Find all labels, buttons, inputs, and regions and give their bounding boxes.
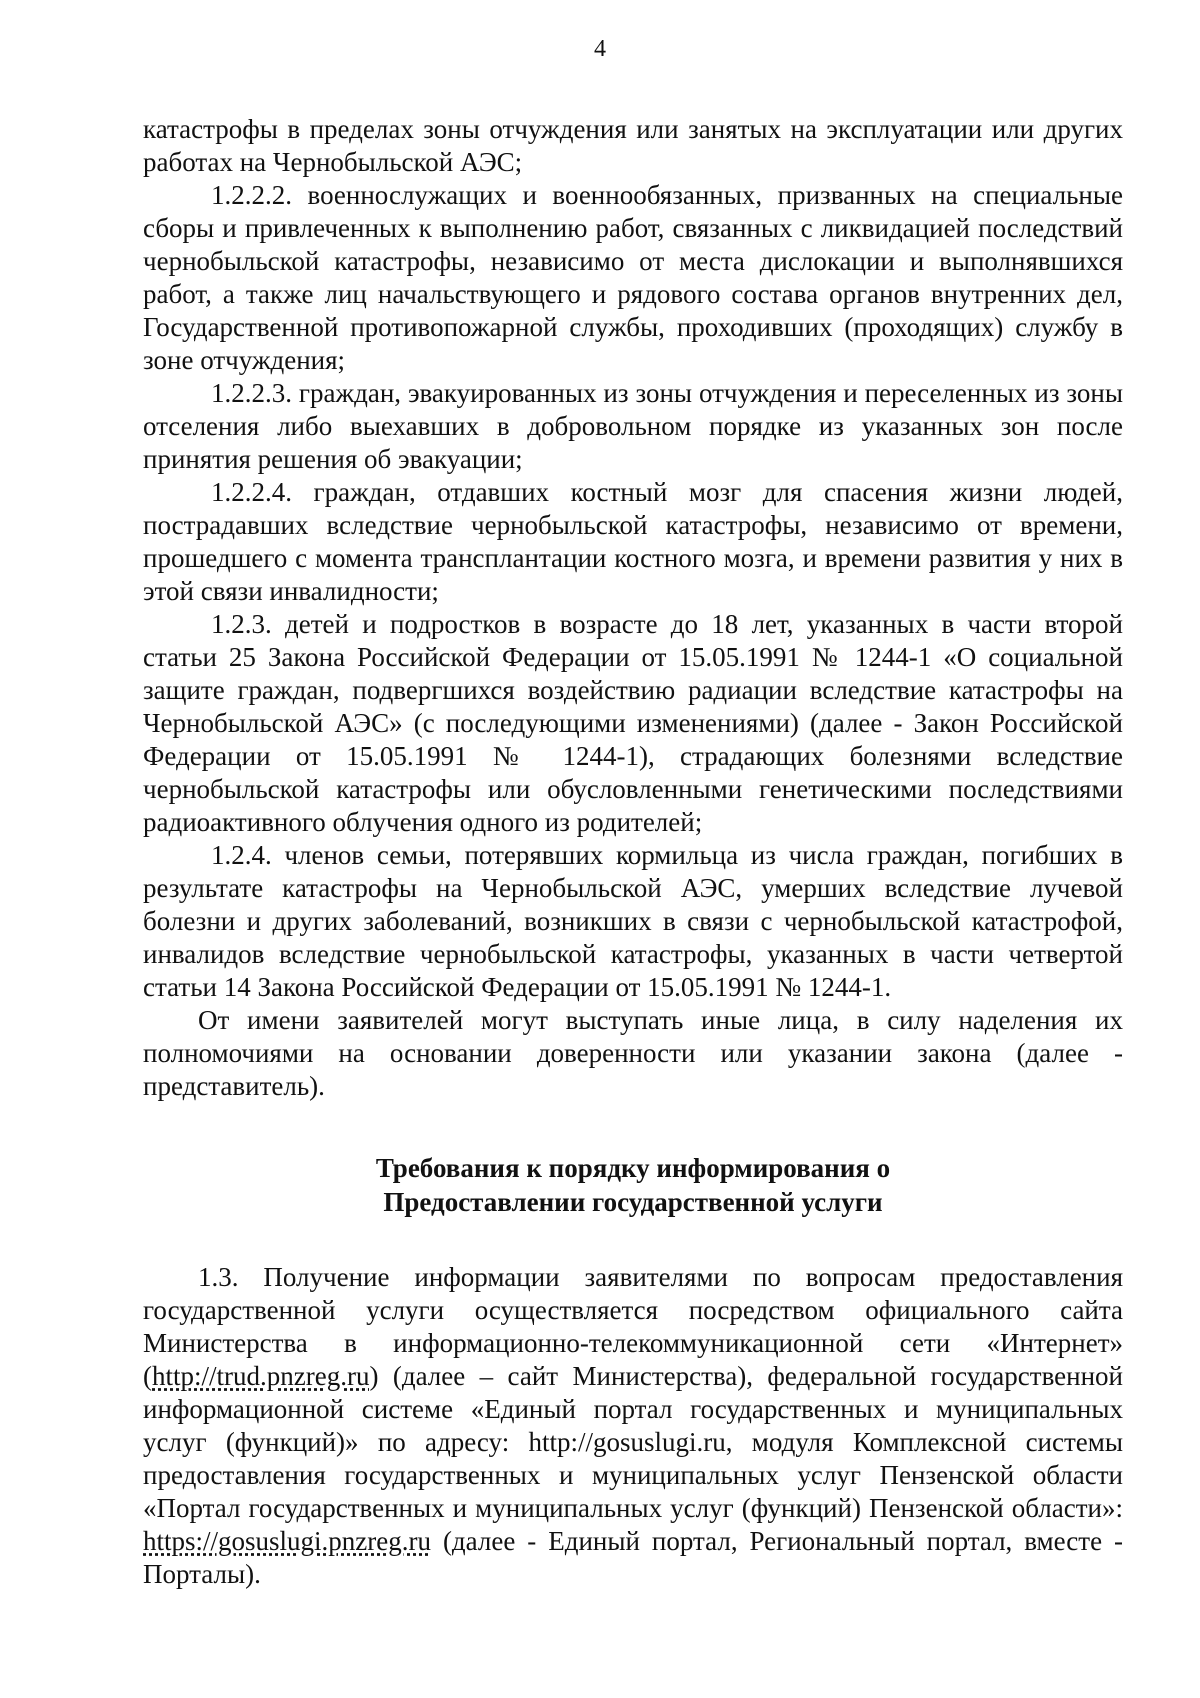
paragraph-representative: От имени заявителей могут выступать иные лица, в силу наделения их полномочиями на основании доверенности или указании закона (далее - представитель).: [143, 1005, 1123, 1101]
paragraph-1-2-2-2: 1.2.2.2. военнослужащих и военнообязанных, призванных на специальные сборы и привлеченных к выполнению работ, связанных с ликвидацией последствий чернобыльской катастрофы, независимо от места дислокации и выполнявшихся работ, а также лиц начальствующего и рядового состава органов внутренних дел, Государственной противопожарной службы, проходивших (проходящих) службу в зоне отчуждения;: [143, 180, 1123, 375]
paragraph-1-3-part-3: (далее - Единый портал, Региональный портал, вместе - Порталы).: [143, 1526, 1123, 1589]
paragraph-1-2-4: 1.2.4. членов семьи, потерявших кормильца из числа граждан, погибших в результате катастрофы на Чернобыльской АЭС, умерших вследствие лучевой болезни и других заболеваний, возникших в связи с чернобыльской катастрофой, инвалидов вследствие чернобыльской катастрофы, указанных в части четвертой статьи 14 Закона Российской Федерации от 15.05.1991 № 1244-1.: [143, 840, 1123, 1002]
document-body: [143, 113, 1123, 1591]
paragraph-1-2-2-4: 1.2.2.4. граждан, отдавших костный мозг для спасения жизни людей, пострадавших вследствие чернобыльской катастрофы, независимо от времени, прошедшего с момента трансплантации костного мозга, и времени развития у них в этой связи инвалидности;: [143, 477, 1123, 606]
paragraph-1-3-part-1: 1.3. Получение информации заявителями по вопросам предоставления государственной услуги осуществляется посредством официального сайта Министерства в информационно-телекоммуникационной сети «Интернет» (: [143, 1262, 1123, 1391]
page-number: 4: [594, 36, 606, 62]
regional-portal-link[interactable]: https://gosuslugi.pnzreg.ru: [143, 1526, 431, 1556]
section-heading-line-1: Требования к порядку информирования о: [375, 1153, 891, 1183]
paragraph-1-2-2-3: 1.2.2.3. граждан, эвакуированных из зоны отчуждения и переселенных из зоны отселения либо выехавших в добровольном порядке из указанных зон после принятия решения об эвакуации;: [143, 378, 1123, 474]
paragraph-1-2-3: 1.2.3. детей и подростков в возрасте до 18 лет, указанных в части второй статьи 25 Закона Российской Федерации от 15.05.1991 № 1244-1 «О социальной защите граждан, подвергшихся воздействию радиации вследствие катастрофы на Чернобыльской АЭС» (с последующими изменениями) (далее - Закон Российской Федерации от 15.05.1991 № 1244-1), страдающих болезнями вследствие чернобыльской катастрофы или обусловленными генетическими последствиями радиоактивного облучения одного из родителей;: [143, 609, 1123, 837]
section-heading: [143, 1151, 1123, 1219]
paragraph-1-3-part-2: ) (далее – сайт Министерства), федеральной государственной информационной системе «Единый портал государственных и муниципальных услуг (функций)» по адресу: http://gosuslugi.ru, модуля Комплексной системы предоставления государственных и муниципальных услуг Пензенской области «Портал государственных и муниципальных услуг (функций) Пензенской области»:: [143, 1361, 1123, 1523]
paragraph-continuation: катастрофы в пределах зоны отчуждения или занятых на эксплуатации или других работах на Чернобыльской АЭС;: [143, 114, 1123, 177]
ministry-site-link[interactable]: http://trud.pnzreg.ru: [152, 1361, 370, 1391]
paragraph-1-3: [143, 1261, 1123, 1591]
section-heading-line-2: Предоставлении государственной услуги: [383, 1187, 883, 1217]
